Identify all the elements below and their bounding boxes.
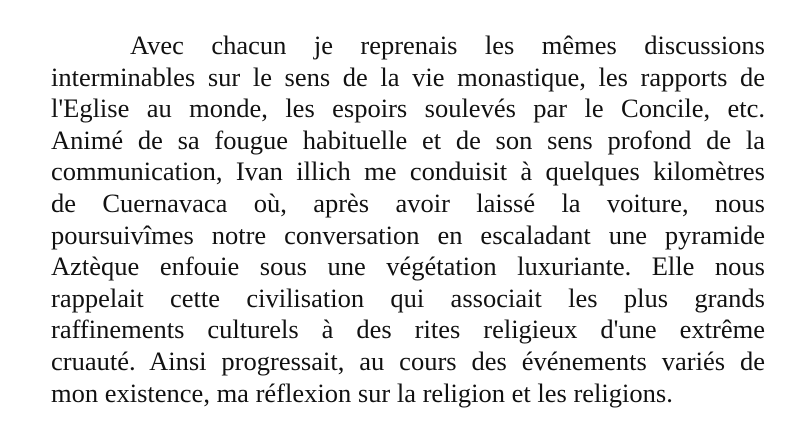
paragraph-line-3: l'Eglise au monde, les espoirs soulevés par le Concile, etc. (51, 93, 765, 124)
paragraph-line-10: raffinements culturels à des rites religieux d'une extrême (51, 314, 765, 345)
paragraph-line-8: Aztèque enfouie sous une végétation luxuriante. Elle nous (51, 251, 765, 282)
paragraph (51, 30, 765, 409)
paragraph-line-4: Animé de sa fougue habituelle et de son sens profond de la (51, 124, 765, 155)
paragraph-line-5: communication, Ivan illich me conduisit à quelques kilomètres (51, 156, 765, 187)
paragraph-line-2: interminables sur le sens de la vie monastique, les rapports de (51, 61, 765, 92)
paragraph-line-11: cruauté. Ainsi progressait, au cours des événements variés de (51, 345, 765, 376)
paragraph-line-9: rappelait cette civilisation qui associait les plus grands (51, 282, 765, 313)
paragraph-line-12: mon existence, ma réflexion sur la religion et les religions. (51, 377, 673, 408)
paragraph-line-6: de Cuernavaca où, après avoir laissé la voiture, nous (51, 187, 765, 218)
paragraph-line-7: poursuivîmes notre conversation en escaladant une pyramide (51, 219, 765, 250)
paragraph-line-1: Avec chacun je reprenais les mêmes discussions (130, 30, 765, 60)
